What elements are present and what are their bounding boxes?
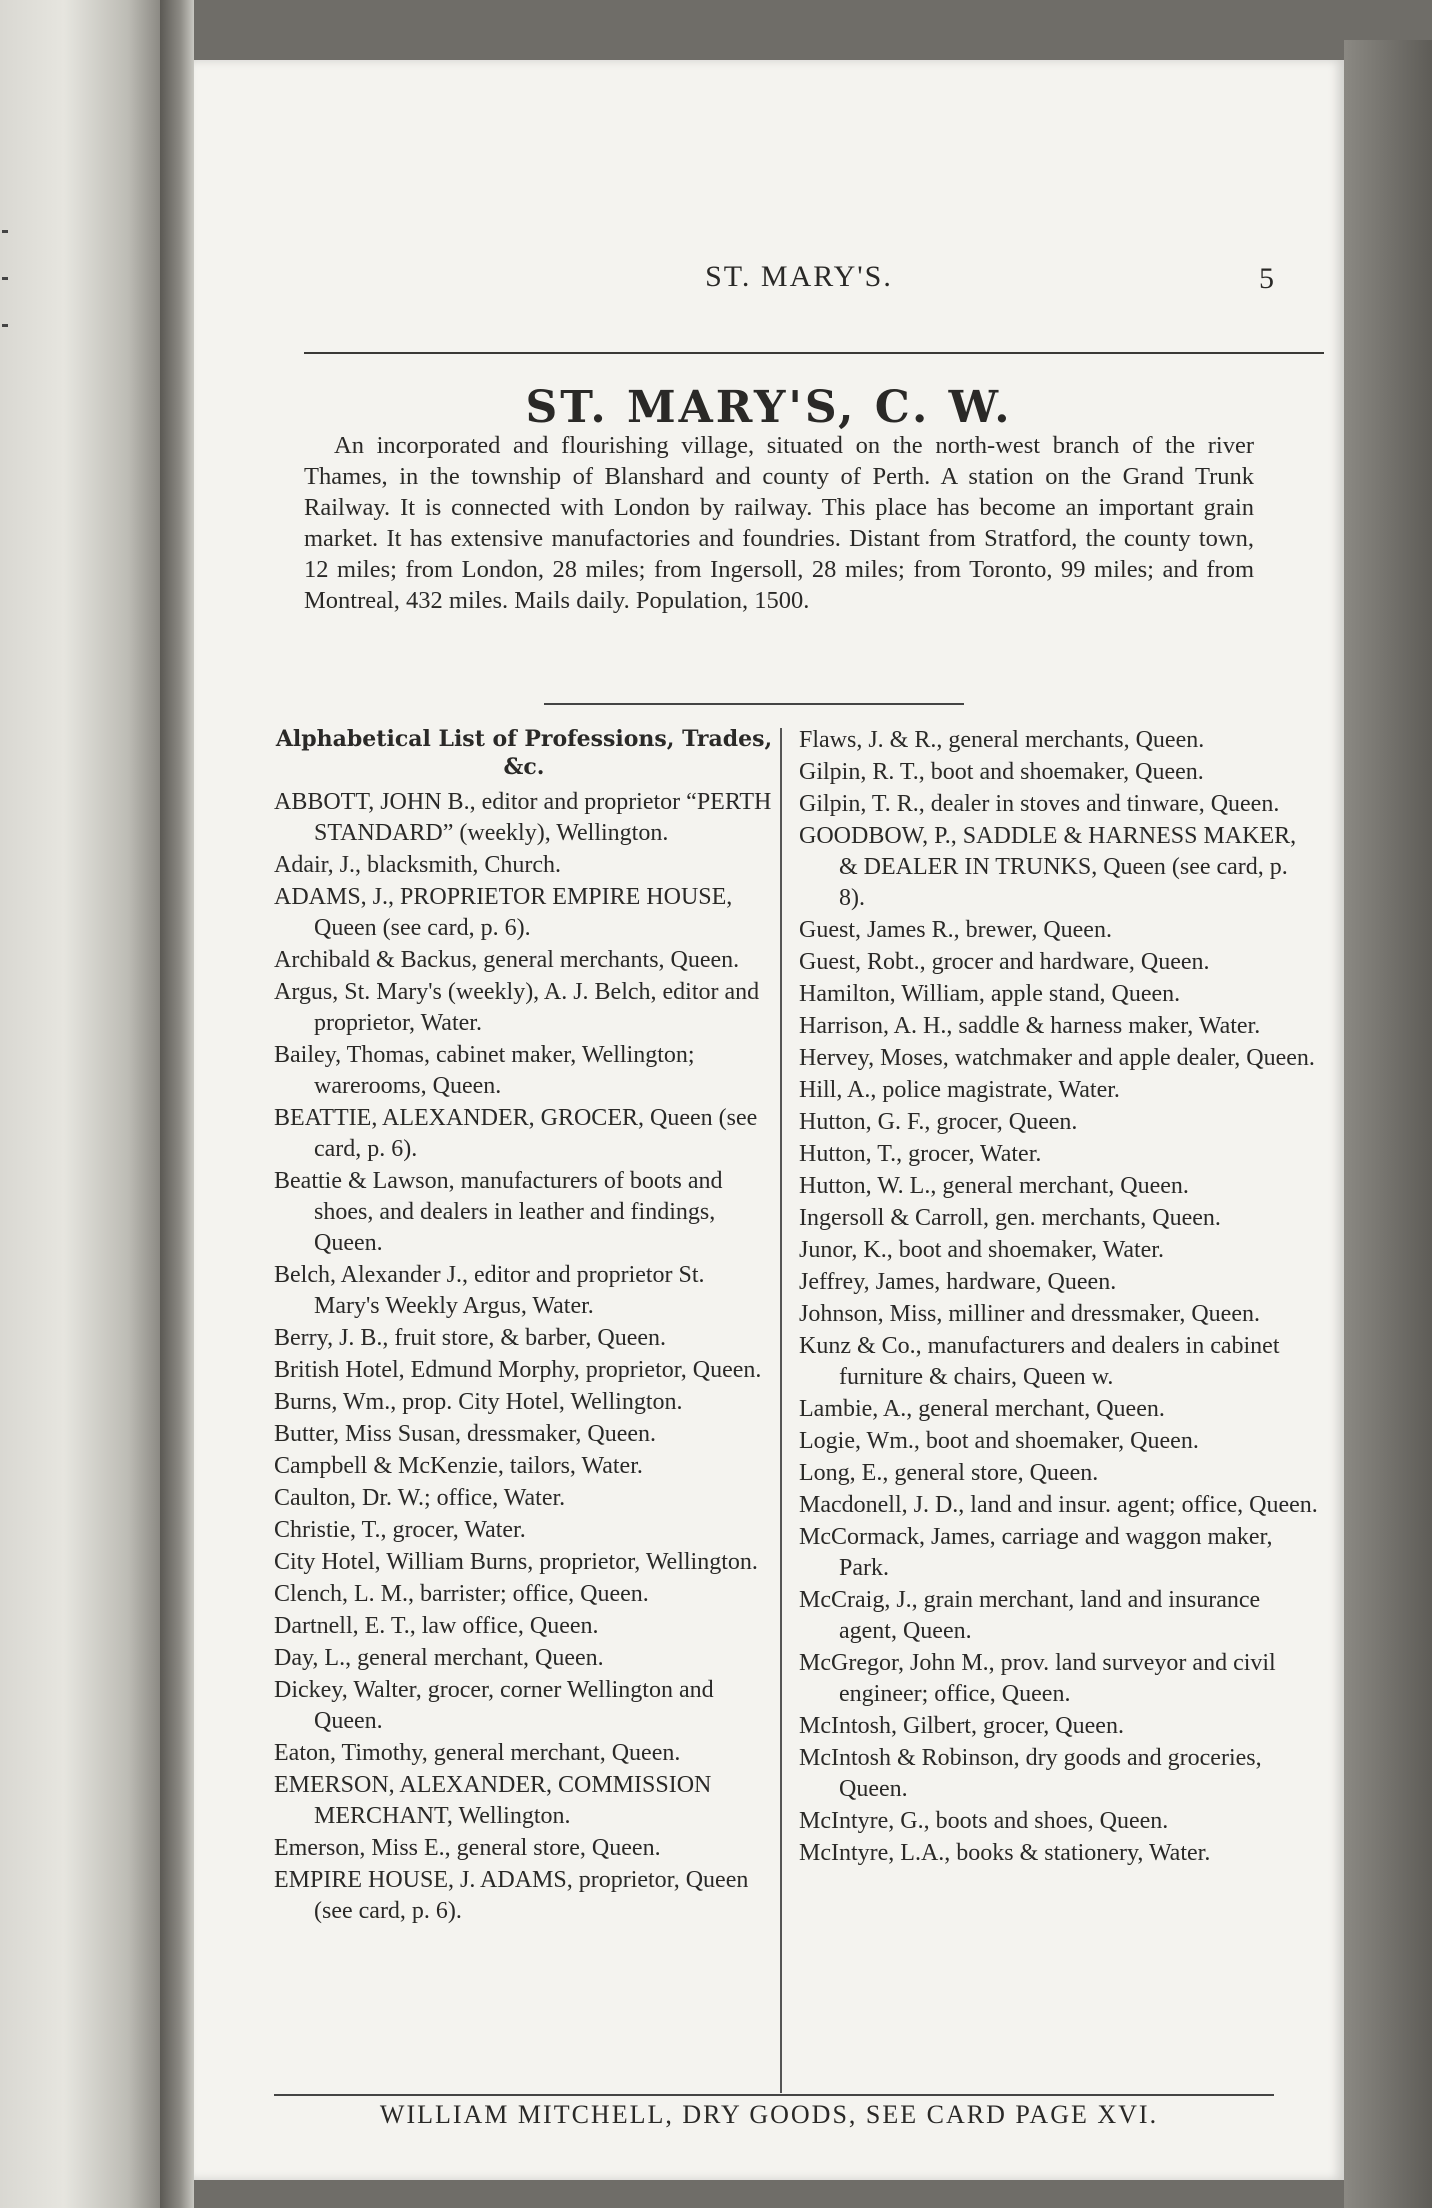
directory-entry: ADAMS, J., PROPRIETOR EMPIRE HOUSE, Queen (see card, p. 6). (274, 884, 733, 941)
margin-marks (2, 230, 12, 371)
intro-rule (544, 703, 964, 705)
directory-entry: McIntyre, L.A., books & stationery, Water. (799, 1840, 1211, 1866)
directory-entry: BEATTIE, ALEXANDER, GROCER, Queen (see card, p. 6). (274, 1105, 758, 1162)
directory-entry: McCraig, J., grain merchant, land and insurance agent, Queen. (799, 1587, 1261, 1644)
left-entries (274, 787, 774, 1927)
directory-entry: McIntosh, Gilbert, grocer, Queen. (799, 1713, 1124, 1739)
directory-entry: Hill, A., police magistrate, Water. (799, 1077, 1120, 1103)
directory-entry: McGregor, John M., prov. land surveyor and civil engineer; office, Queen. (799, 1650, 1276, 1707)
facing-page-edge (0, 0, 160, 2208)
directory-entry: Dartnell, E. T., law office, Queen. (274, 1613, 599, 1639)
right-entries (799, 725, 1319, 1869)
directory-entry: Christie, T., grocer, Water. (274, 1517, 526, 1543)
directory-entry: Guest, Robt., grocer and hardware, Queen. (799, 949, 1210, 975)
directory-entry: Clench, L. M., barrister; office, Queen. (274, 1581, 649, 1607)
directory-entry: Campbell & McKenzie, tailors, Water. (274, 1453, 643, 1479)
directory-entry: McIntosh & Robinson, dry goods and groceries, Queen. (799, 1745, 1262, 1802)
right-column (799, 725, 1319, 1870)
directory-entry: Hutton, T., grocer, Water. (799, 1141, 1042, 1167)
directory-entry: British Hotel, Edmund Morphy, proprietor, Queen. (274, 1357, 762, 1383)
page-stack-edge (1344, 40, 1432, 2208)
directory-entry: Guest, James R., brewer, Queen. (799, 917, 1112, 943)
book-page (194, 60, 1344, 2180)
directory-entry: Belch, Alexander J., editor and proprietor St. Mary's Weekly Argus, Water. (274, 1262, 705, 1319)
directory-entry: Gilpin, R. T., boot and shoemaker, Queen. (799, 759, 1204, 785)
footer-rule (274, 2094, 1274, 2096)
directory-entry: McCormack, James, carriage and waggon maker, Park. (799, 1524, 1273, 1581)
directory-entry: Logie, Wm., boot and shoemaker, Queen. (799, 1428, 1199, 1454)
book-gutter (160, 0, 194, 2208)
directory-entry: Hutton, G. F., grocer, Queen. (799, 1109, 1078, 1135)
directory-entry: Archibald & Backus, general merchants, Queen. (274, 947, 740, 973)
directory-entry: EMERSON, ALEXANDER, COMMISSION MERCHANT, Wellington. (274, 1772, 712, 1829)
directory-entry: Hervey, Moses, watchmaker and apple dealer, Queen. (799, 1045, 1315, 1071)
directory-entry: Jeffrey, James, hardware, Queen. (799, 1269, 1117, 1295)
directory-entry: Hutton, W. L., general merchant, Queen. (799, 1173, 1189, 1199)
footer-advert: WILLIAM MITCHELL, DRY GOODS, SEE CARD PAGE XVI. (379, 2100, 1159, 2129)
place-title: ST. MARY'S, C. W. (525, 382, 1013, 433)
directory-entry: Harrison, A. H., saddle & harness maker, Water. (799, 1013, 1261, 1039)
directory-entry: Dickey, Walter, grocer, corner Wellington and Queen. (274, 1677, 714, 1734)
directory-entry: Macdonell, J. D., land and insur. agent; office, Queen. (799, 1492, 1318, 1518)
running-head (294, 260, 1304, 300)
directory-entry: Burns, Wm., prop. City Hotel, Wellington. (274, 1389, 683, 1415)
directory-entry: Eaton, Timothy, general merchant, Queen. (274, 1740, 681, 1766)
directory-entry: Flaws, J. & R., general merchants, Queen. (799, 727, 1205, 753)
directory-entry: ABBOTT, JOHN B., editor and proprietor “PERTH STANDARD” (weekly), Wellington. (274, 789, 772, 846)
directory-entry: Ingersoll & Carroll, gen. merchants, Queen. (799, 1205, 1221, 1231)
directory-entry: Hamilton, William, apple stand, Queen. (799, 981, 1181, 1007)
directory-entry: Johnson, Miss, milliner and dressmaker, Queen. (799, 1301, 1260, 1327)
list-heading: Alphabetical List of Professions, Trades, &c. (275, 726, 773, 780)
directory-entry: Kunz & Co., manufacturers and dealers in cabinet furniture & chairs, Queen w. (799, 1333, 1280, 1390)
directory-entry: Bailey, Thomas, cabinet maker, Wellington; warerooms, Queen. (274, 1042, 695, 1099)
directory-entry: Day, L., general merchant, Queen. (274, 1645, 604, 1671)
directory-entry: Junor, K., boot and shoemaker, Water. (799, 1237, 1164, 1263)
header-rule (304, 352, 1324, 354)
directory-entry: Gilpin, T. R., dealer in stoves and tinware, Queen. (799, 791, 1280, 817)
directory-entry: City Hotel, William Burns, proprietor, Wellington. (274, 1549, 758, 1575)
directory-entry: Adair, J., blacksmith, Church. (274, 852, 561, 878)
directory-entry: Long, E., general store, Queen. (799, 1460, 1099, 1486)
left-column (274, 725, 774, 1928)
directory-entry: Lambie, A., general merchant, Queen. (799, 1396, 1165, 1422)
directory-entry: Emerson, Miss E., general store, Queen. (274, 1835, 661, 1861)
running-title: ST. MARY'S. (705, 260, 893, 293)
column-divider (780, 728, 782, 2093)
directory-entry: Butter, Miss Susan, dressmaker, Queen. (274, 1421, 657, 1447)
directory-entry: Berry, J. B., fruit store, & barber, Queen. (274, 1325, 667, 1351)
directory-entry: McIntyre, G., boots and shoes, Queen. (799, 1808, 1169, 1834)
directory-entry: Beattie & Lawson, manufacturers of boots and shoes, and dealers in leather and findings, Queen. (274, 1168, 723, 1256)
intro-paragraph: An incorporated and flourishing village, situated on the north-west branch of the river Thames, in the township of Blanshard and county of Perth. A station on the Grand Trunk Railway. It is connected with London by railway. This place has become an important grain market. It has extensive manufactories and foundries. Distant from Stratford, the county town, 12 miles; from London, 28 miles; from Ingersoll, 28 miles; from Toronto, 99 miles; and from Montreal, 432 miles. Mails daily. Population, 1500. (304, 432, 1254, 614)
directory-entry: EMPIRE HOUSE, J. ADAMS, proprietor, Queen (see card, p. 6). (274, 1867, 749, 1924)
directory-entry: GOODBOW, P., SADDLE & HARNESS MAKER, & DEALER IN TRUNKS, Queen (see card, p. 8). (799, 823, 1297, 911)
directory-entry: Caulton, Dr. W.; office, Water. (274, 1485, 566, 1511)
page-number: 5 (1259, 262, 1274, 295)
directory-entry: Argus, St. Mary's (weekly), A. J. Belch, editor and proprietor, Water. (274, 979, 760, 1036)
